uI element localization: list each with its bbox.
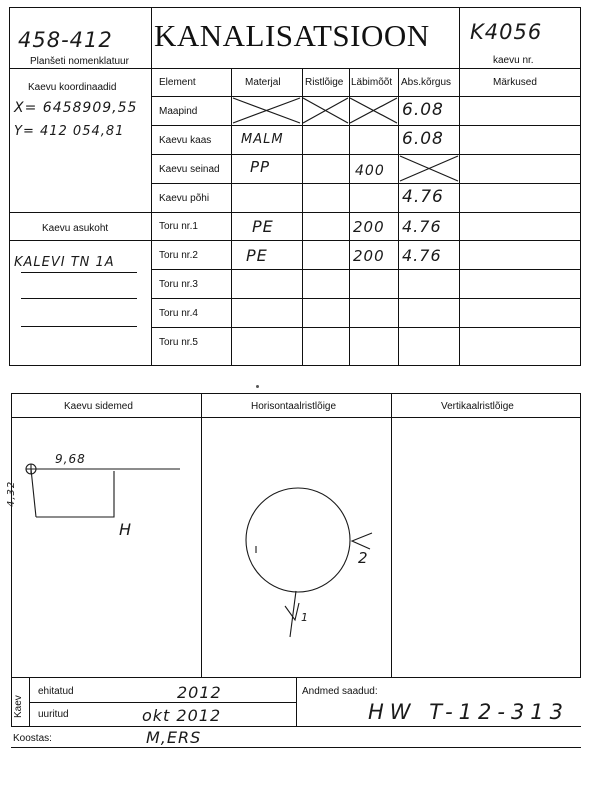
compiled-label: Koostas: (13, 733, 52, 744)
coordinate-x-value: 6458909,55 (42, 100, 138, 116)
sketch-header-ties: Kaevu sidemed (64, 401, 133, 412)
built-label: ehitatud (38, 686, 74, 697)
building-outline (36, 471, 114, 517)
surveyed-value: okt 2012 (142, 706, 222, 725)
header-labimoot: Läbimõõt (351, 77, 393, 88)
toru2-materjal: PE (246, 246, 268, 265)
well-circle (246, 488, 350, 592)
row-element-label: Toru nr.4 (159, 308, 198, 319)
compiled-line (11, 747, 581, 748)
header-element: Element (159, 77, 196, 88)
sketch-header-vertical: Vertikaalristlõige (441, 401, 514, 412)
row-element-label: Maapind (159, 106, 198, 117)
footer-mid-divider (296, 678, 297, 726)
location-value: KALEVI TN 1A (14, 255, 115, 270)
row-element-label: Kaevu seinad (159, 164, 220, 175)
header-markused: Märkused (493, 77, 537, 88)
pohi-abs: 4.76 (402, 187, 444, 207)
tie-line-vertical (31, 469, 36, 517)
form-title: KANALISATSIOON (154, 18, 430, 53)
row-element-label: Kaevu kaas (159, 135, 212, 146)
kaas-materjal: MALM (241, 132, 284, 147)
maapind-abs: 6.08 (402, 100, 444, 120)
toru1-materjal: PE (252, 217, 274, 236)
sheet-number: 458-412 (18, 28, 113, 52)
row-element-label: Toru nr.5 (159, 337, 198, 348)
pipe-2-arrow (352, 533, 372, 549)
pipe-1-label: 1 (301, 611, 309, 624)
row-element-label: Toru nr.2 (159, 250, 198, 261)
surveyed-label: uuritud (38, 709, 69, 720)
footer-side-label: Kaev (13, 695, 24, 718)
compiled-value: M,ERS (146, 728, 202, 747)
sheet-label: Planšeti nomenklatuur (30, 56, 129, 67)
header-materjal: Materjal (245, 77, 281, 88)
coordinates-label: Kaevu koordinaadid (28, 82, 117, 93)
footer-bottom-line (11, 726, 581, 727)
tie-distance-horizontal: 9,68 (55, 452, 86, 466)
coordinate-y-value: 412 054,81 (39, 124, 125, 139)
well-number-label: kaevu nr. (493, 55, 534, 66)
well-number: K4056 (470, 20, 543, 44)
toru2-abs: 4.76 (402, 246, 442, 265)
seinad-materjal: PP (250, 158, 271, 176)
toru2-labimoot: 200 (353, 247, 385, 265)
row-element-label: Toru nr.3 (159, 279, 198, 290)
tie-distance-vertical: 4,32 (6, 480, 17, 507)
toru1-abs: 4.76 (402, 217, 442, 236)
data-source-value: HW T-12-313 (368, 700, 570, 724)
hydrant-mark: H (119, 520, 133, 539)
location-label: Kaevu asukoht (42, 223, 109, 234)
coordinate-y-prefix: Y= (14, 124, 35, 139)
row-element-label: Kaevu põhi (159, 193, 210, 204)
footer-row-line (29, 702, 296, 703)
kaas-abs: 6.08 (402, 129, 444, 149)
toru1-labimoot: 200 (353, 218, 385, 236)
footer-left-border (11, 678, 12, 726)
header-abs-korgus: Abs.kõrgus (401, 77, 452, 88)
row-element-label: Toru nr.1 (159, 221, 198, 232)
header-ristloige: Ristlõige (305, 77, 344, 88)
built-value: 2012 (177, 683, 222, 702)
sketch-header-horizontal: Horisontaalristlõige (251, 401, 337, 412)
data-source-label: Andmed saadud: (302, 686, 378, 697)
coordinate-x-prefix: X= (14, 100, 38, 116)
seinad-labimoot: 400 (355, 163, 385, 179)
pipe-2-label: 2 (358, 549, 369, 567)
